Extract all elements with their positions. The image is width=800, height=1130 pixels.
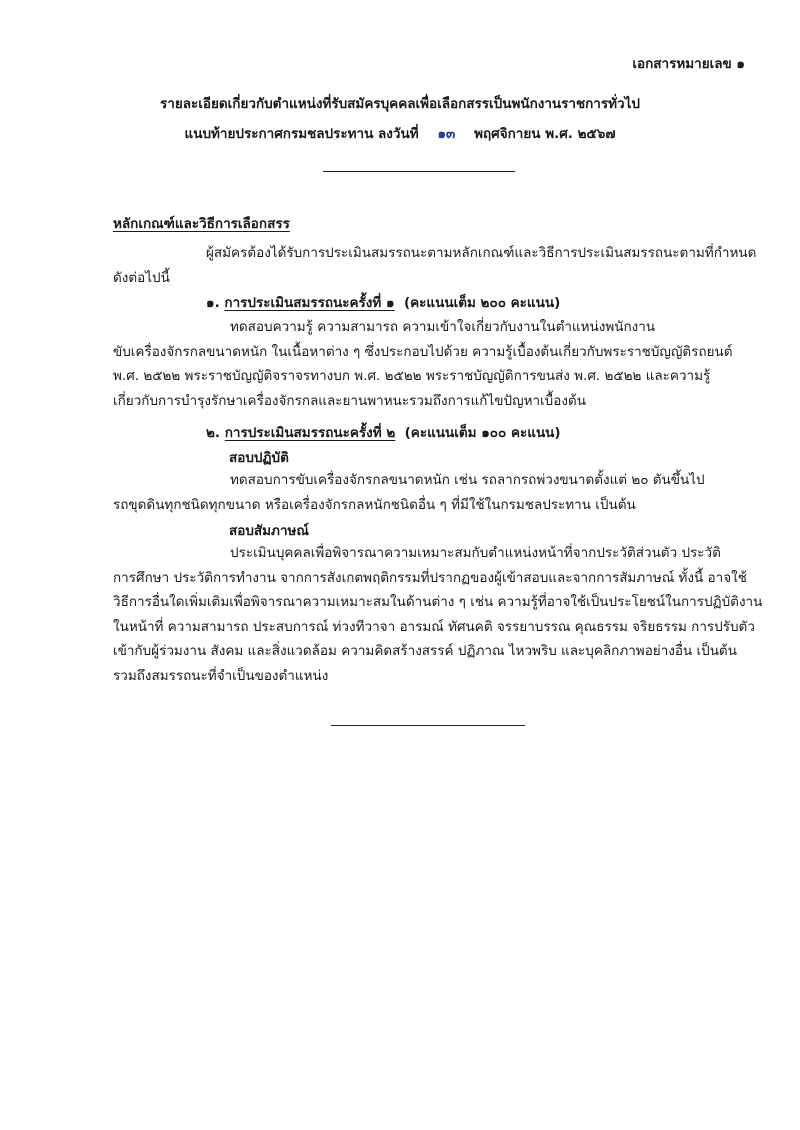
practical-paragraph — [113, 468, 725, 517]
item2-title: การประเมินสมรรถนะครั้งที่ ๒ — [224, 425, 396, 441]
title-prefix: แนบท้ายประกาศกรมชลประทาน ลงวันที่ — [184, 126, 419, 142]
intro-paragraph — [113, 241, 757, 290]
intro-line: ดังต่อไปนี้ — [113, 269, 170, 286]
interview-line: ประเมินบุคคลเพื่อพิจารณาความเหมาะสมกับตำแหน่งหน้าที่จากประวัติส่วนตัว ประวัติ — [230, 545, 721, 561]
item1-score: (คะแนนเต็ม ๒๐๐ คะแนน) — [403, 295, 561, 311]
item1-title: การประเมินสมรรถนะครั้งที่ ๑ — [224, 295, 395, 311]
title-line-1: รายละเอียดเกี่ยวกับตำแหน่งที่รับสมัครบุคคลเพื่อเลือกสรรเป็นพนักงานราชการทั่วไป — [160, 96, 640, 112]
title-line-2 — [0, 122, 800, 144]
title-suffix: พฤศจิกายน พ.ศ. ๒๕๖๗ — [474, 126, 616, 142]
practical-line: รถขุดดินทุกชนิดทุกขนาด หรือเครื่องจักรกลหนักชนิดอื่น ๆ ที่มีใช้ในกรมชลประทาน เป็นต้น — [113, 496, 636, 513]
interview-line: เข้ากับผู้ร่วมงาน สังคม และสิ่งแวดล้อม ความคิดสร้างสรรค์ ปฏิภาณ ไหวพริบ และบุคลิกภาพอย่างอื่น เป็นต้น — [113, 643, 737, 659]
interview-paragraph — [113, 541, 763, 688]
interview-line: ในหน้าที่ ความสามารถ ประสบการณ์ ท่วงทีวาจา อารมณ์ ทัศนคติ จรรยาบรรณ คุณธรรม จริยธรรม การปรับตัว — [113, 618, 755, 635]
interview-heading: สอบสัมภาษณ์ — [229, 523, 309, 539]
document-number: เอกสารหมายเลข ๑ — [632, 56, 745, 72]
practical-line: ทดสอบการขับเครื่องจักรกลขนาดหนัก เช่น รถลากรถพ่วงขนาดตั้งแต่ ๒๐ ตันขึ้นไป — [230, 472, 705, 488]
interview-line: การศึกษา ประวัติการทำงาน จากการสังเกตพฤติกรรมที่ปรากฏของผู้เข้าสอบและจากการสัมภาษณ์ ทั้งนี้ อาจใช้ — [113, 569, 747, 586]
item1-number: ๑. — [206, 295, 220, 311]
item1-line: เกี่ยวกับการบำรุงรักษาเครื่องจักรกลและยานพาหนะรวมถึงการแก้ไขปัญหาเบื้องต้น — [113, 392, 586, 409]
interview-line: รวมถึงสมรรถนะที่จำเป็นของตำแหน่ง — [113, 667, 329, 684]
interview-line: วิธีการอื่นใดเพิ่มเติมเพื่อพิจารณาความเหมาะสมในด้านต่าง ๆ เช่น ความรู้ที่อาจใช้เป็นประโยชน์ในการปฏิบัติงาน — [113, 594, 763, 610]
item1-line: ขับเครื่องจักรกลขนาดหนัก ในเนื้อหาต่าง ๆ ซึ่งประกอบไปด้วย ความรู้เบื้องต้นเกี่ยวกับพระราชบัญญัติรถยนต์ — [113, 343, 733, 360]
header-divider — [323, 171, 515, 172]
item1-line: พ.ศ. ๒๕๒๒ พระราชบัญญัติจราจรทางบก พ.ศ. ๒๕๒๒ พระราชบัญญัติการขนส่ง พ.ศ. ๒๕๒๒ และความรู้ — [113, 368, 711, 384]
item2-number: ๒. — [206, 425, 221, 441]
item1-paragraph — [113, 315, 733, 413]
intro-line: ผู้สมัครต้องได้รับการประเมินสมรรถนะตามหลักเกณฑ์และวิธีการประเมินสมรรถนะตามที่กำหนด — [206, 245, 757, 261]
footer-divider — [331, 725, 525, 726]
title-day: ๑๓ — [437, 126, 456, 142]
practical-heading: สอบปฏิบัติ — [229, 450, 289, 466]
item2-heading — [206, 421, 561, 443]
item1-line: ทดสอบความรู้ ความสามารถ ความเข้าใจเกี่ยวกับงานในตำแหน่งพนักงาน — [230, 319, 656, 335]
section-heading: หลักเกณฑ์และวิธีการเลือกสรร — [113, 216, 290, 232]
item2-score: (คะแนนเต็ม ๑๐๐ คะแนน) — [404, 425, 561, 441]
item1-heading — [206, 291, 560, 313]
